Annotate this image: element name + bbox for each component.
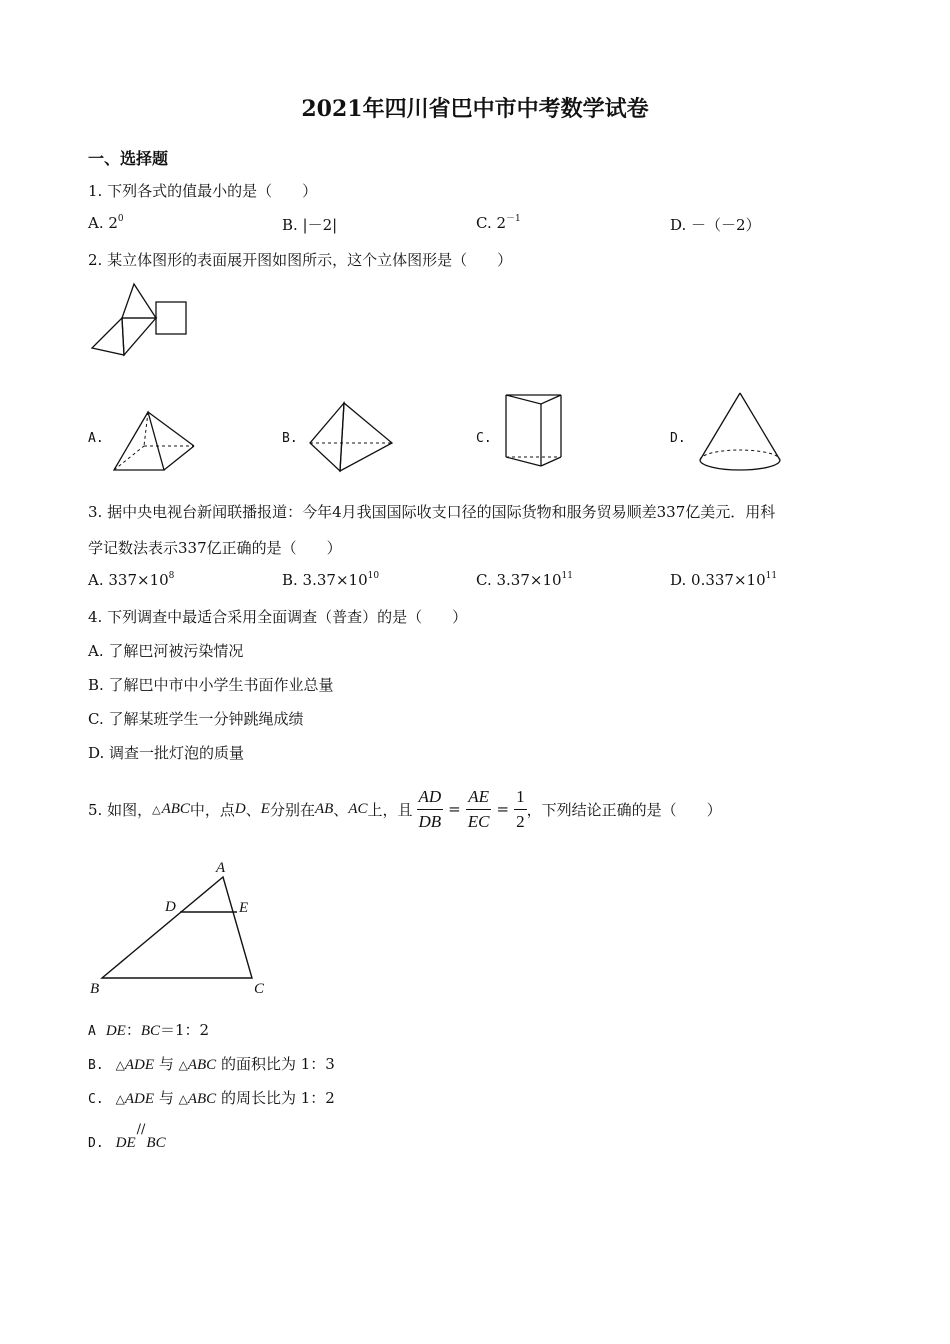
q5-stem: 5. 如图， △ ABC 中，点 D 、 E 分别在 AB 、 AC 上，且 $\frac{AD}{DB}$ = $\frac{AE}{EC}$ = $\frac{1}{2}$ ，下列结论正确的是（ ） [88,786,722,831]
vertex-c-label: C [254,981,265,997]
q4-option-a: A. 了解巴河被污染情况 [88,642,244,660]
triangle-icon: △ [115,1058,125,1072]
q3-stem-line1: 3. 据中央电视台新闻联播报道：今年4月我国国际收支口径的国际货物和服务贸易顺差337亿美元．用科 [88,503,776,521]
q1-stem: 1. 下列各式的值最小的是（ ） [88,182,318,200]
q2-option-c: C. [476,431,492,446]
net-figure [88,280,198,360]
triangle-figure [88,855,288,1000]
triangle-icon: △ [178,1058,188,1072]
point-d-label: D [165,899,176,915]
page-title: 2021年四川省巴中市中考数学试卷 [301,96,649,122]
q4-stem: 4. 下列调查中最适合采用全面调查（普查）的是（ ） [88,608,468,626]
cone-figure [697,390,783,474]
fraction-ad-db: $\frac{AD}{DB}$ [418,786,442,831]
q1-option-d: D. －（－2） [670,216,761,234]
q3-stem-line2: 学记数法表示337亿正确的是（ ） [88,539,342,557]
q4-option-d: D. 调查一批灯泡的质量 [88,744,245,762]
q1-option-b: B. |－2| [282,216,338,234]
q5-option-a: A DE：BC＝1：2 [88,1021,210,1039]
q4-option-c: C. 了解某班学生一分钟跳绳成绩 [88,710,304,728]
q3-option-d: D. $0.337\times 10^{11}$ [670,571,778,589]
q5-option-b: B. △ADE 与 △ABC 的面积比为 1：3 [88,1055,335,1073]
q3-option-b: B. $3.37\times 10^{10}$ [282,571,380,589]
triangular-pyramid-figure [306,400,396,474]
point-e-label: E [239,900,249,916]
triangle-icon: △ [152,802,161,816]
triangle-icon: △ [115,1092,125,1106]
prism-figure [503,392,567,470]
fraction-one-half: $\frac{1}{2}$ [516,786,525,831]
vertex-b-label: B [90,981,100,997]
q1-option-c: C. $2^{-1}$ [476,214,521,232]
fraction-ae-ec: $\frac{AE}{EC}$ [467,786,490,831]
q3-option-c: C. $3.37\times 10^{11}$ [476,571,573,589]
q1-option-a: A. $2^0$ [88,214,124,232]
section-heading: 一、选择题 [88,149,169,168]
q3-option-a: A. $337\times 10^8$ [88,571,175,589]
pyramid-figure [110,408,202,474]
q2-stem: 2. 某立体图形的表面展开图如图所示，这个立体图形是（ ） [88,251,513,269]
q5-option-d: D. DE//BC [88,1122,166,1151]
parallel-symbol: // [136,1122,146,1137]
q2-option-b: B. [282,431,298,446]
q2-option-d: D. [670,431,686,446]
triangle-icon: △ [178,1092,188,1106]
q5-option-c: C. △ADE 与 △ABC 的周长比为 1：2 [88,1089,335,1107]
q4-option-b: B. 了解巴中市中小学生书面作业总量 [88,676,334,694]
q2-option-a: A. [88,431,104,446]
vertex-a-label: A [216,860,226,876]
